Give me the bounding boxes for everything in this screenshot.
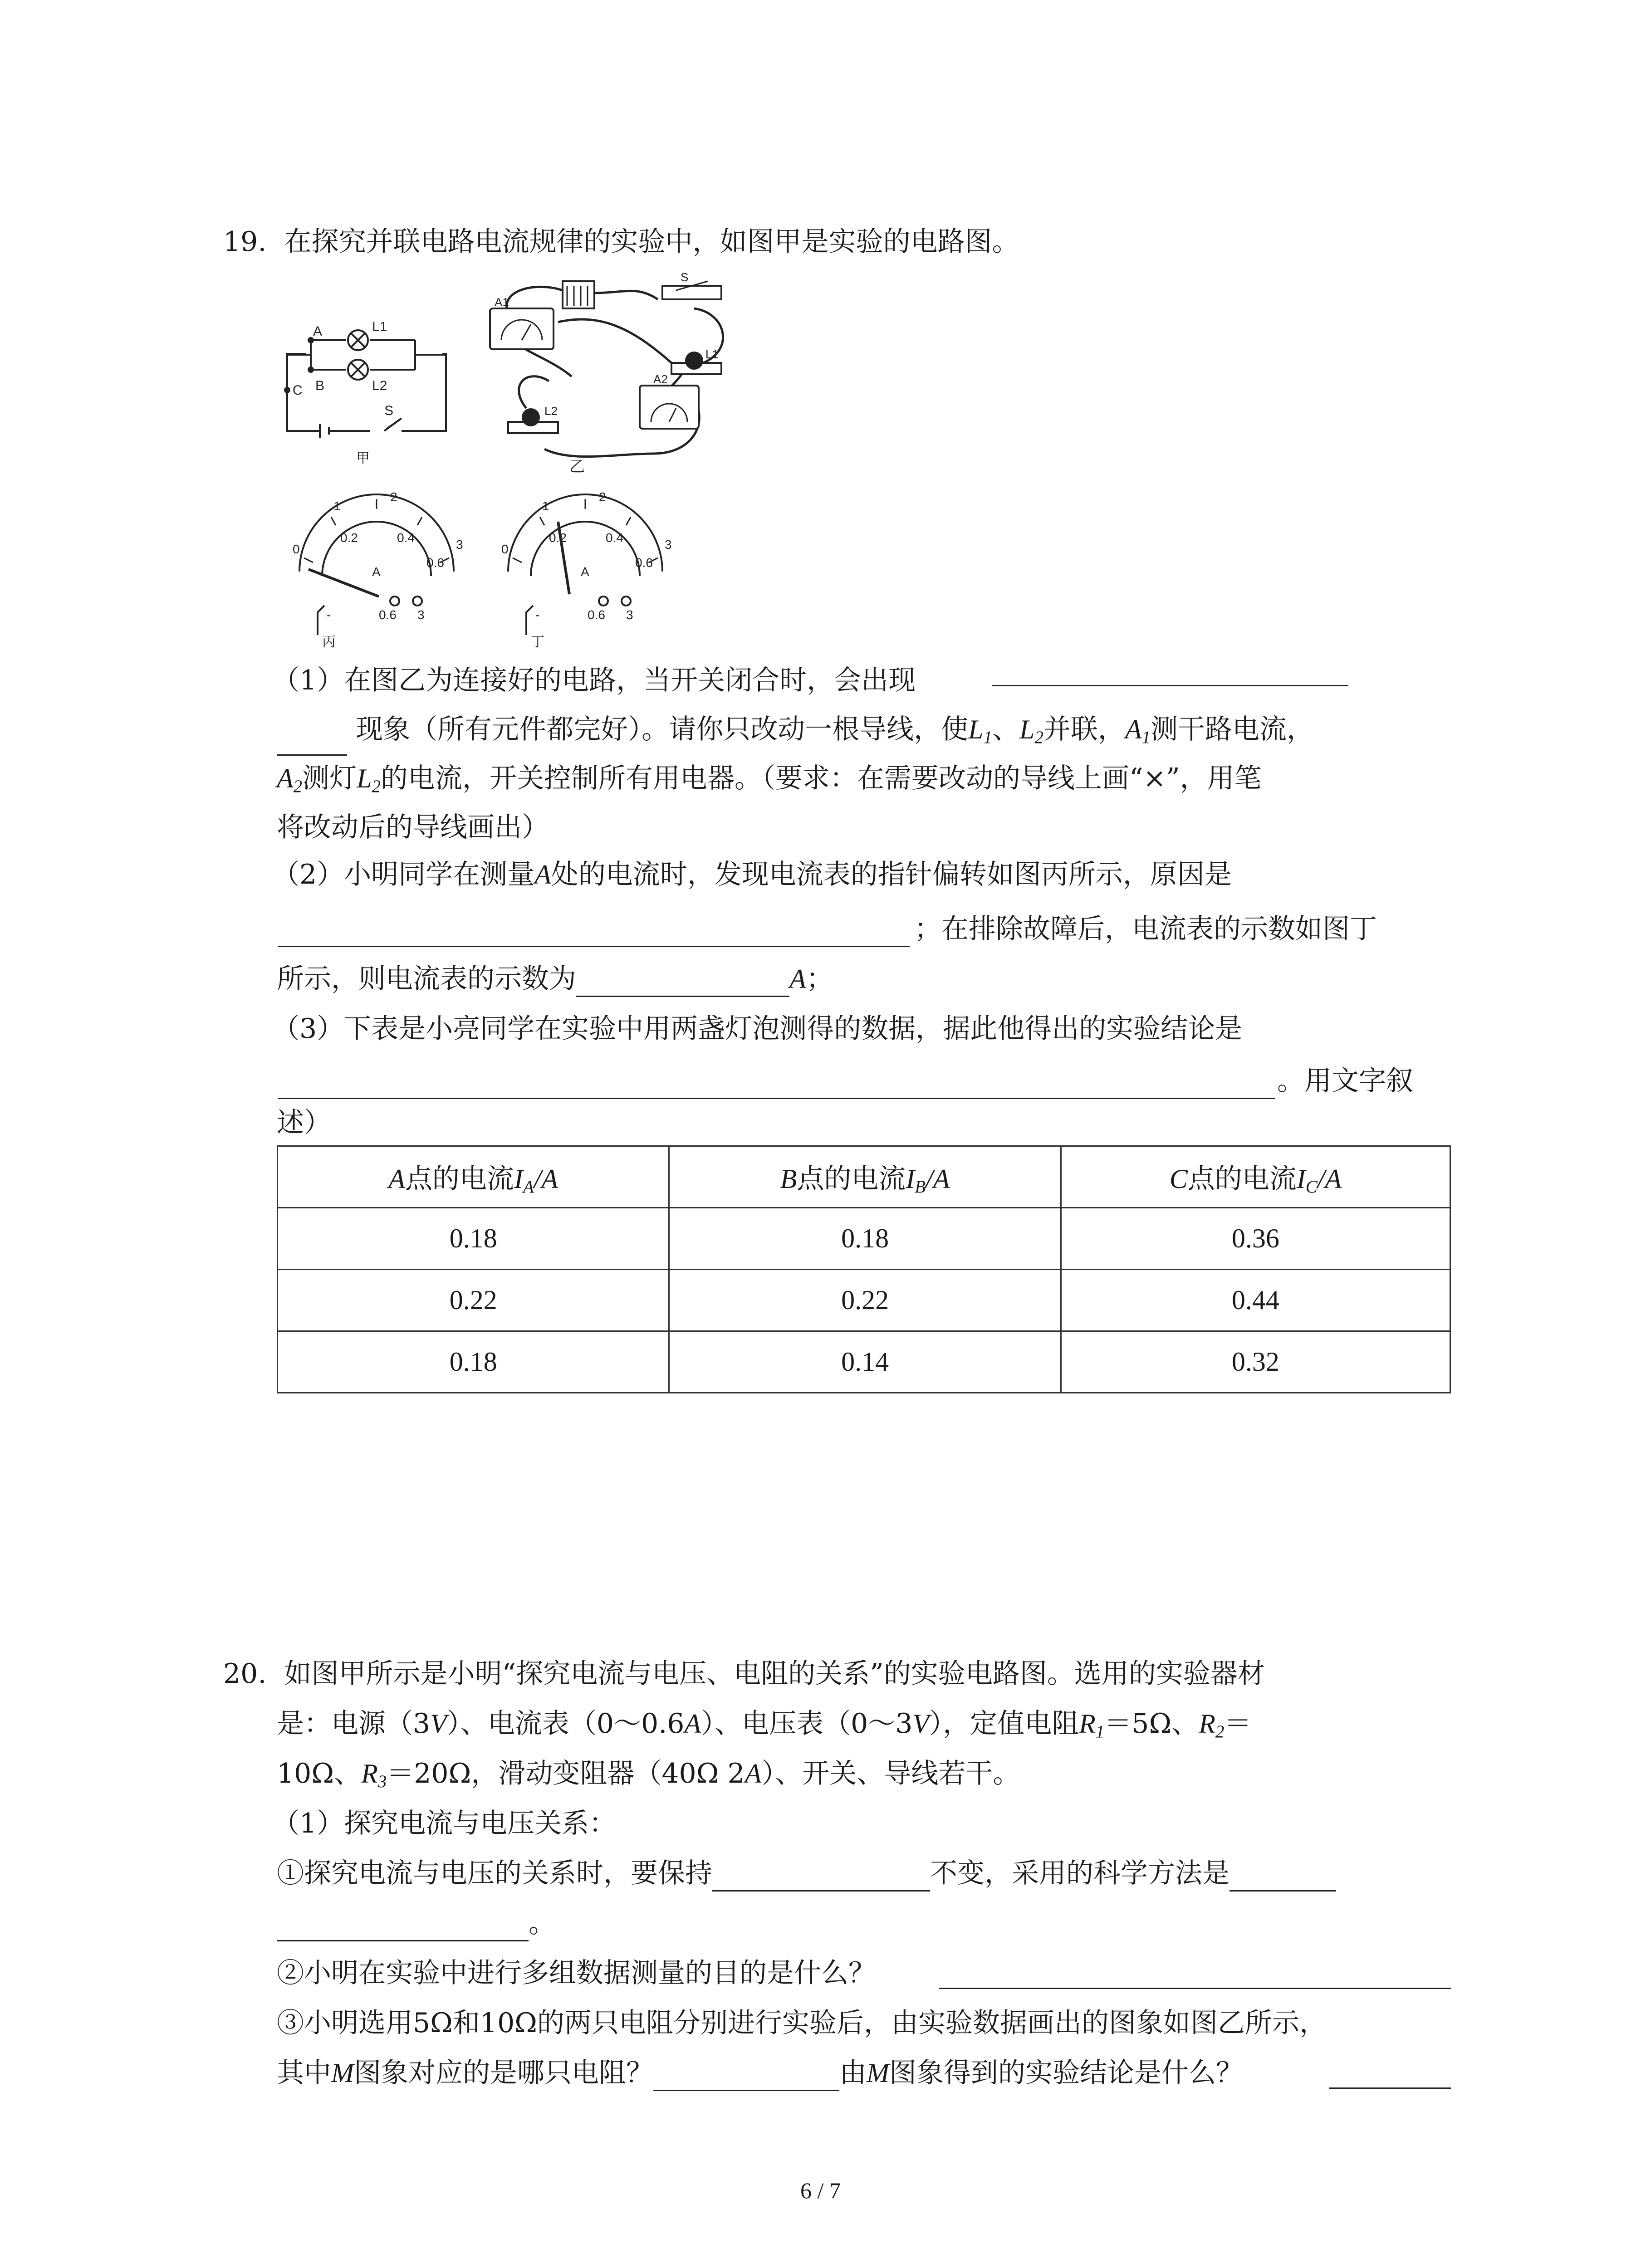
q19-part2-line3: 所示，则电流表的示数为 A；: [277, 961, 833, 997]
table-cell: 0.22: [669, 1270, 1061, 1331]
table-header-row: [278, 1146, 1450, 1208]
ding-tick-0: 0: [501, 542, 509, 556]
q19-part1-line1: （1）在图乙为连接好的电路，当开关闭合时，会出现: [272, 665, 916, 696]
q20-blank-constant[interactable]: [712, 1865, 930, 1892]
bing-tick-2: 2: [390, 490, 397, 504]
bing-tick-02: 0.2: [340, 531, 358, 545]
label-A2: A2: [653, 372, 668, 386]
label-L2: L2: [372, 378, 387, 393]
bing-term-3: 3: [417, 608, 425, 622]
q20-c1-line2: 。: [277, 1905, 556, 1941]
table-cell: 0.36: [1061, 1208, 1450, 1270]
q19-blank-conclusion[interactable]: [278, 1098, 1275, 1099]
label-L1-yi: L1: [705, 347, 719, 361]
table-header-B: B点的电流$I_B/A$: [669, 1146, 1061, 1208]
q20-blank-method-a[interactable]: [1230, 1865, 1336, 1892]
label-S-yi: S: [681, 272, 689, 284]
label-B: B: [315, 378, 325, 393]
bing-tick-1: 1: [333, 499, 341, 513]
page-number: 6 / 7: [800, 2178, 841, 2203]
q20-c3-line: ③小明选用5Ω和10Ω的两只电阻分别进行实验后，由实验数据画出的图象如图乙所示，: [277, 2007, 1327, 2039]
q19-part1-line3: $A_2$测灯$L_2$的电流，开关控制所有用电器。（要求：在需要改动的导线上画“×”，用笔: [277, 763, 1262, 796]
q19-blank-reason[interactable]: [278, 946, 910, 947]
q19-stem: 在探究并联电路电流规律的实验中，如图甲是实验的电路图。: [284, 226, 1019, 258]
figure-ding-ammeter: [490, 485, 681, 649]
q19-number: 19.: [223, 226, 267, 258]
label-ding: 丁: [531, 634, 544, 649]
q19-part3-line2: 。用文字叙: [1277, 1065, 1413, 1097]
q20-line3: 10Ω、$R_3=20\Omega$，滑动变阻器（40Ω 2A）、开关、导线若干。: [277, 1758, 1020, 1791]
q19-part2-line2: ；在排除故障后，电流表的示数如图丁: [914, 913, 1377, 945]
ding-term-3: 3: [626, 608, 633, 622]
table-cell: 0.18: [278, 1331, 669, 1393]
q20-sub1: （1）探究电流与电压关系：: [272, 1808, 617, 1839]
table-cell: 0.22: [278, 1270, 669, 1331]
bing-unit: A: [372, 565, 381, 579]
q19-part3-line1: （3）下表是小亮同学在实验中用两盏灯泡测得的数据，据此他得出的实验结论是: [272, 1013, 1243, 1045]
label-yi: 乙: [569, 458, 585, 476]
figure-yi-physical-circuit: [481, 272, 753, 476]
label-L2-yi: L2: [544, 404, 558, 418]
q19-blank-reading[interactable]: [576, 970, 789, 997]
ding-tick-3: 3: [665, 538, 672, 552]
ding-tick-04: 0.4: [606, 531, 623, 545]
q19-blank-phenomenon-b[interactable]: [277, 729, 347, 756]
ding-tick-02: 0.2: [549, 531, 567, 545]
q20-blank-purpose[interactable]: [939, 1988, 1451, 1989]
label-A: A: [313, 324, 323, 339]
table-header-C: C点的电流$I_C/A$: [1061, 1146, 1450, 1208]
ding-unit: A: [581, 565, 589, 579]
label-bing: 丙: [322, 634, 336, 649]
q20-number: 20.: [223, 1658, 267, 1690]
bing-tick-06: 0.6: [426, 556, 444, 570]
ding-term-06: 0.6: [588, 608, 605, 622]
ding-tick-06: 0.6: [635, 556, 653, 570]
q20-c2-line: ②小明在实验中进行多组数据测量的目的是什么？: [277, 1957, 876, 1989]
q19-part3-line3: 述）: [277, 1107, 331, 1139]
q19-data-table: [277, 1145, 1451, 1393]
label-L1: L1: [372, 319, 387, 334]
table-cell: 0.32: [1061, 1331, 1450, 1393]
ding-tick-2: 2: [599, 490, 606, 504]
ding-tick-1: 1: [542, 499, 549, 513]
q19-stem-line: [223, 224, 1019, 260]
q20-blank-method-b[interactable]: [277, 1915, 529, 1941]
label-S: S: [384, 403, 394, 418]
figure-jia-circuit-diagram: [279, 313, 460, 472]
q20-c4-line: 其中M图象对应的是哪只电阻？ 由M图象得到的实验结论是什么？: [277, 2055, 1243, 2091]
bing-tick-04: 0.4: [397, 531, 415, 545]
table-cell: 0.18: [278, 1208, 669, 1270]
table-row: [278, 1331, 1450, 1393]
q20-line1: 20. 如图甲所示是小明“探究电流与电压、电阻的关系”的实验电路图。选用的实验器材: [223, 1658, 1265, 1690]
q20-blank-resistor[interactable]: [653, 2064, 839, 2091]
q19-part1-line4: 将改动后的导线画出）: [277, 811, 549, 843]
q20-c1-line: ①探究电流与电压的关系时，要保持 不变，采用的科学方法是: [277, 1855, 1336, 1892]
figure-bing-ammeter: [281, 485, 472, 649]
table-header-A: A点的电流$I_A/A$: [278, 1146, 669, 1208]
ding-term-minus: -: [535, 608, 540, 622]
table-cell: 0.18: [669, 1208, 1061, 1270]
bing-term-minus: -: [327, 608, 331, 622]
table-row: [278, 1208, 1450, 1270]
q20-blank-conclusion[interactable]: [1329, 2087, 1451, 2089]
label-jia: 甲: [356, 451, 370, 466]
q19-blank-phenomenon-a[interactable]: [992, 685, 1348, 686]
bing-term-06: 0.6: [379, 608, 397, 622]
q19-part1-line2: 现象（所有元件都完好）。请你只改动一根导线，使$L_1$、$L_2$并联，$A_1$测干路电流，: [277, 711, 1314, 756]
bing-tick-3: 3: [456, 538, 463, 552]
table-row: [278, 1270, 1450, 1331]
q20-line2: 是：电源（3V）、电流表（0～0.6A）、电压表（0～3V），定值电阻$R_1=5\Omega$、$R_2=$: [277, 1708, 1252, 1741]
table-cell: 0.14: [669, 1331, 1061, 1393]
table-cell: 0.44: [1061, 1270, 1450, 1331]
label-A1: A1: [495, 295, 509, 309]
q19-part2-line1: （2）小明同学在测量A处的电流时，发现电流表的指针偏转如图丙所示，原因是: [272, 859, 1232, 890]
label-C: C: [293, 383, 303, 398]
bing-tick-0: 0: [293, 542, 300, 556]
